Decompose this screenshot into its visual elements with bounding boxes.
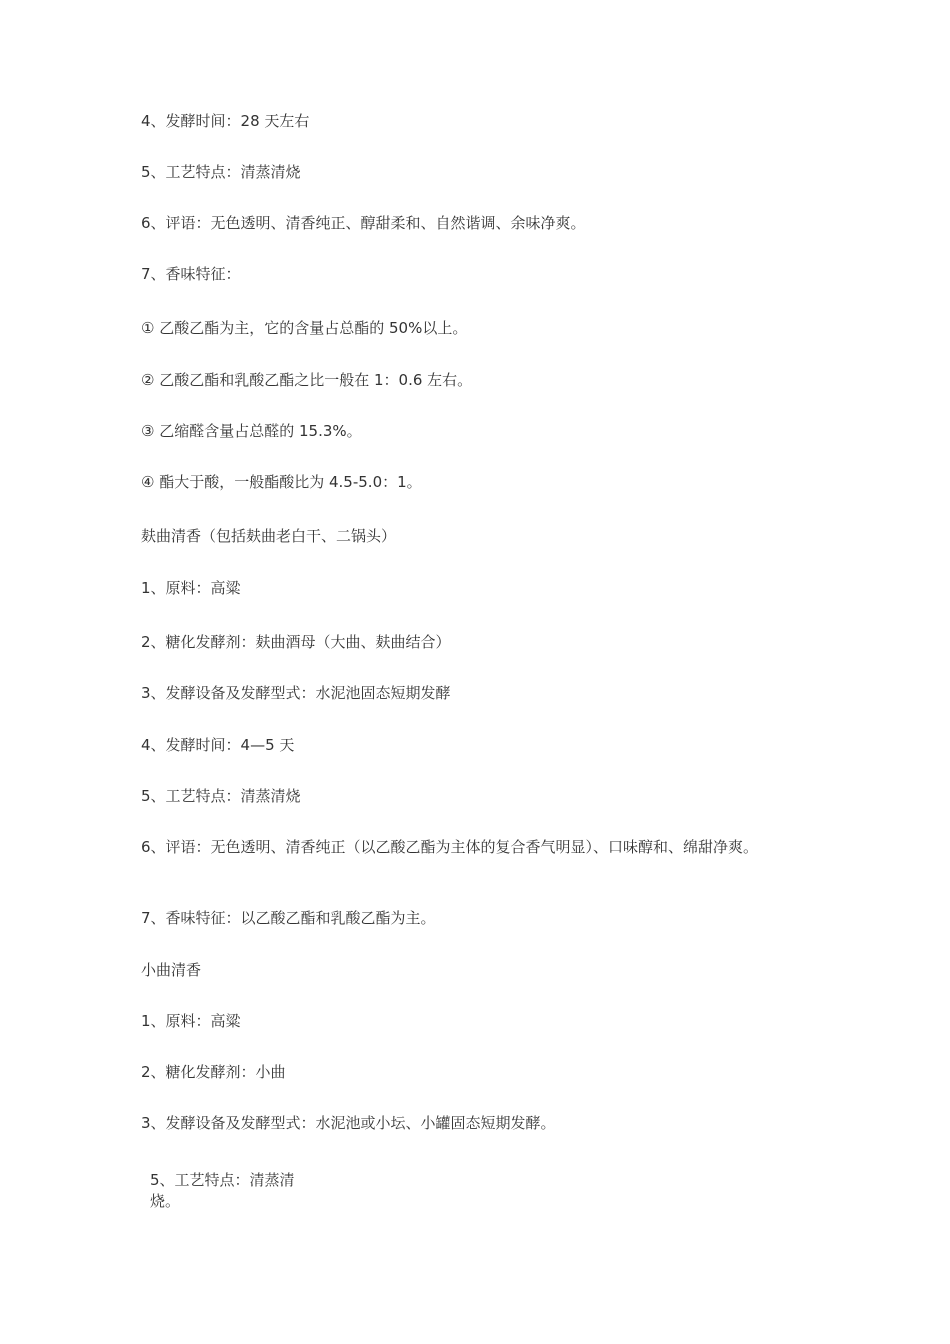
process-feature-line-2: 5、工艺特点：清蒸清烧 [141, 787, 301, 805]
raw-material-line-2: 1、原料：高粱 [141, 1012, 241, 1030]
equipment-line: 3、发酵设备及发酵型式：水泥池固态短期发酵 [141, 684, 451, 702]
saccharifying-agent-line-2: 2、糖化发酵剂：小曲 [141, 1063, 286, 1081]
aroma-item-4: ④ 酯大于酸，一般酯酸比为 4.5-5.0：1。 [141, 473, 422, 491]
process-feature-line-3: 5、工艺特点：清蒸清烧。 [150, 1171, 295, 1210]
evaluation-line-2: 6、评语：无色透明、清香纯正（以乙酸乙酯为主体的复合香气明显）、口味醇和、绵甜净爽。 [141, 838, 759, 856]
process-feature-line: 5、工艺特点：清蒸清烧 [141, 163, 301, 181]
equipment-line-2: 3、发酵设备及发酵型式：水泥池或小坛、小罐固态短期发酵。 [141, 1114, 556, 1132]
aroma-item-3: ③ 乙缩醛含量占总醛的 15.3%。 [141, 422, 362, 440]
section-heading-xiaoqu: 小曲清香 [141, 961, 202, 979]
aroma-feature-heading: 7、香味特征： [141, 265, 241, 283]
section-heading-fuqu: 麸曲清香（包括麸曲老白干、二锅头） [141, 527, 397, 545]
aroma-feature-line-2: 7、香味特征：以乙酸乙酯和乳酸乙酯为主。 [141, 909, 436, 927]
fermentation-time-line: 4、发酵时间：28 天左右 [141, 112, 310, 130]
aroma-item-2: ② 乙酸乙酯和乳酸乙酯之比一般在 1：0.6 左右。 [141, 371, 473, 389]
raw-material-line: 1、原料：高粱 [141, 579, 241, 597]
evaluation-line: 6、评语：无色透明、清香纯正、醇甜柔和、自然谐调、余味净爽。 [141, 214, 586, 232]
aroma-item-1: ① 乙酸乙酯为主，它的含量占总酯的 50%以上。 [141, 319, 468, 337]
saccharifying-agent-line: 2、糖化发酵剂：麸曲酒母（大曲、麸曲结合） [141, 633, 451, 651]
fermentation-time-line-2: 4、发酵时间：4—5 天 [141, 736, 295, 754]
